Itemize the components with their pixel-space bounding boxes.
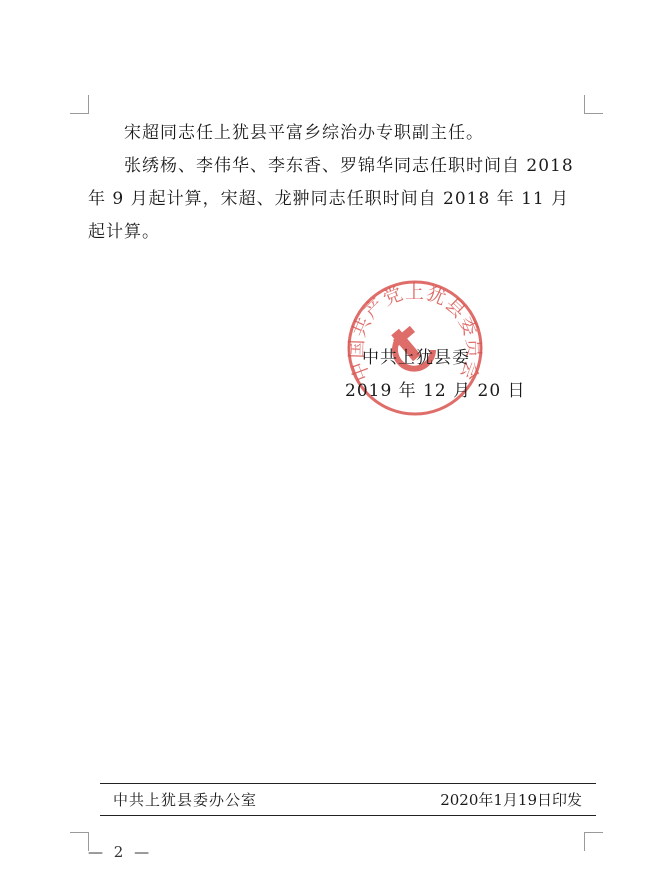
signature-organization: 中共上犹县委 — [362, 348, 470, 368]
body-paragraph-1: 宋超同志任上犹县平富乡综治办专职副主任。 — [124, 123, 484, 143]
crop-mark-bottom-left — [70, 832, 89, 851]
crop-mark-bottom-right — [584, 832, 603, 851]
body-paragraph-2: 张绣杨、李伟华、李东香、罗锦华同志任职时间自 2018 年 9 月起计算，宋超、龙翀同志任职时间自 2018 年 11 月起计算。 — [88, 156, 574, 242]
page-number: — 2 — — [88, 843, 153, 861]
seal-text: 中国共产党上犹县委员会 — [345, 281, 485, 384]
footer-rule-top — [100, 783, 596, 784]
crop-mark-top-right — [584, 95, 603, 114]
footer-issuing-office: 中共上犹县委办公室 — [113, 791, 258, 809]
crop-mark-top-left — [70, 95, 89, 114]
footer-issue-date: 2020年1月19日印发 — [440, 791, 582, 809]
signature-date: 2019 年 12 月 20 日 — [345, 381, 526, 401]
footer-rule-bottom — [100, 815, 596, 816]
